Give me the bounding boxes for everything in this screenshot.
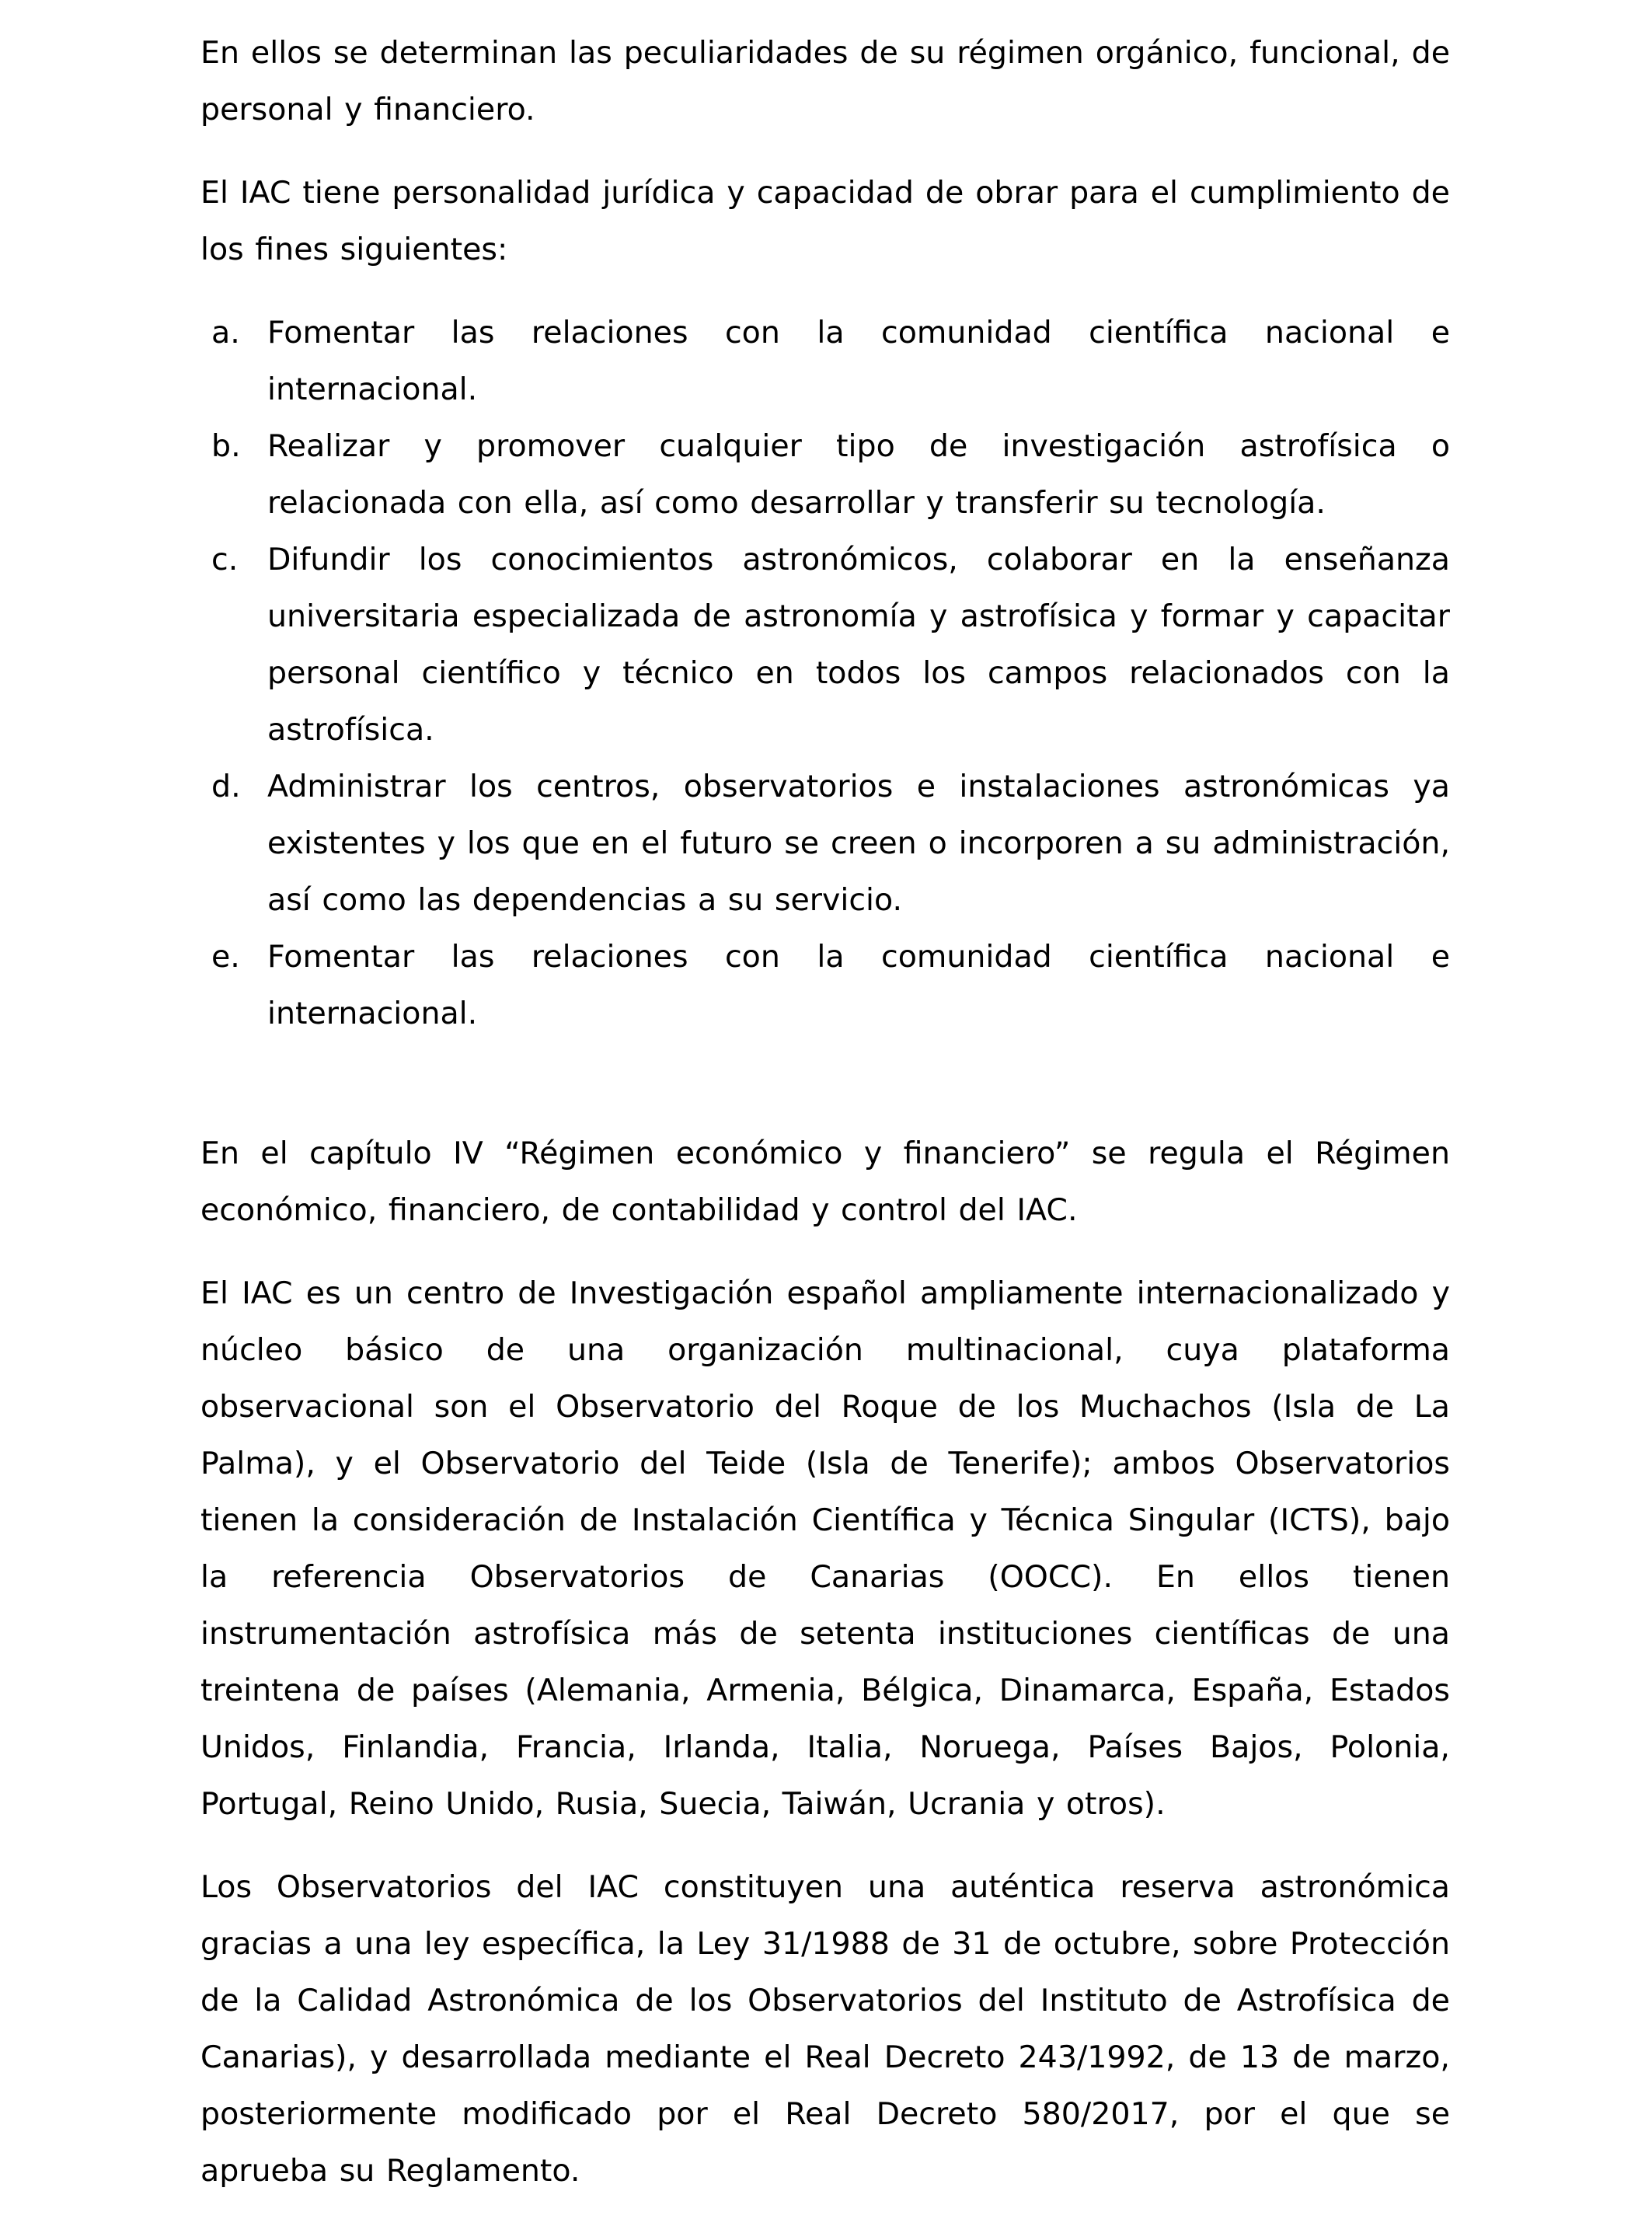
paragraph-intro-fines: El IAC tiene personalidad jurídica y capacidad de obrar para el cumplimiento de los fines siguientes: [200, 175, 1450, 267]
document-page [200, 25, 1450, 2226]
list-item [200, 929, 1450, 1042]
list-item [200, 418, 1450, 532]
list-item-text: Realizar y promover cualquier tipo de investigación astrofísica o relacionada con ella, así como desarrollar y transferir su tecnología. [267, 428, 1450, 521]
list-item-text: Fomentar las relaciones con la comunidad científica nacional e internacional. [267, 315, 1450, 407]
list-item-text: Difundir los conocimientos astronómicos, colaborar en la enseñanza universitaria especializada de astronomía y astrofísica y formar y capacitar personal científico y técnico en todos los campos relacionados con la astrofísica. [267, 542, 1450, 748]
list-item-text: Fomentar las relaciones con la comunidad científica nacional e internacional. [267, 939, 1450, 1031]
list-marker: e. [211, 939, 240, 975]
list-marker: d. [211, 769, 241, 804]
section-spacer [200, 1042, 1450, 1125]
paragraph-iac-centro: El IAC es un centro de Investigación español ampliamente internacionalizado y núcleo básico de una organización multinacional, cuya plataforma observacional son el Observatorio del Roque de los Muchachos (Isla de La Palma), y el Observatorio del Teide (Isla de Tenerife); ambos Observatorios tienen la consideración de Instalación Científica y Técnica Singular (ICTS), bajo la referencia Observatorios de Canarias (OOCC). En ellos tienen instrumentación astrofísica más de setenta instituciones científicas de una treintena de países (Alemania, Armenia, Bélgica, Dinamarca, España, Estados Unidos, Finlandia, Francia, Irlanda, Italia, Noruega, Países Bajos, Polonia, Portugal, Reino Unido, Rusia, Suecia, Taiwán, Ucrania y otros). [200, 1275, 1450, 1822]
fines-list [200, 305, 1450, 1042]
list-marker: c. [211, 542, 239, 577]
list-item [200, 305, 1450, 418]
paragraph-intro-regimen: En ellos se determinan las peculiaridades de su régimen orgánico, funcional, de personal y financiero. [200, 35, 1450, 127]
list-item [200, 759, 1450, 929]
paragraph-capitulo-iv: En el capítulo IV “Régimen económico y financiero” se regula el Régimen económico, financiero, de contabilidad y control del IAC. [200, 1136, 1450, 1228]
list-marker: a. [211, 315, 240, 351]
list-marker: b. [211, 428, 241, 464]
list-item-text: Administrar los centros, observatorios e instalaciones astronómicas ya existentes y los que en el futuro se creen o incorporen a su administración, así como las dependencias a su servicio. [267, 769, 1450, 918]
paragraph-observatorios-ley: Los Observatorios del IAC constituyen una auténtica reserva astronómica gracias a una ley específica, la Ley 31/1988 de 31 de octubre, sobre Protección de la Calidad Astronómica de los Observatorios del Instituto de Astrofísica de Canarias), y desarrollada mediante el Real Decreto 243/1992, de 13 de marzo, posteriormente modificado por el Real Decreto 580/2017, por el que se aprueba su Reglamento. [200, 1869, 1450, 2189]
list-item [200, 532, 1450, 759]
